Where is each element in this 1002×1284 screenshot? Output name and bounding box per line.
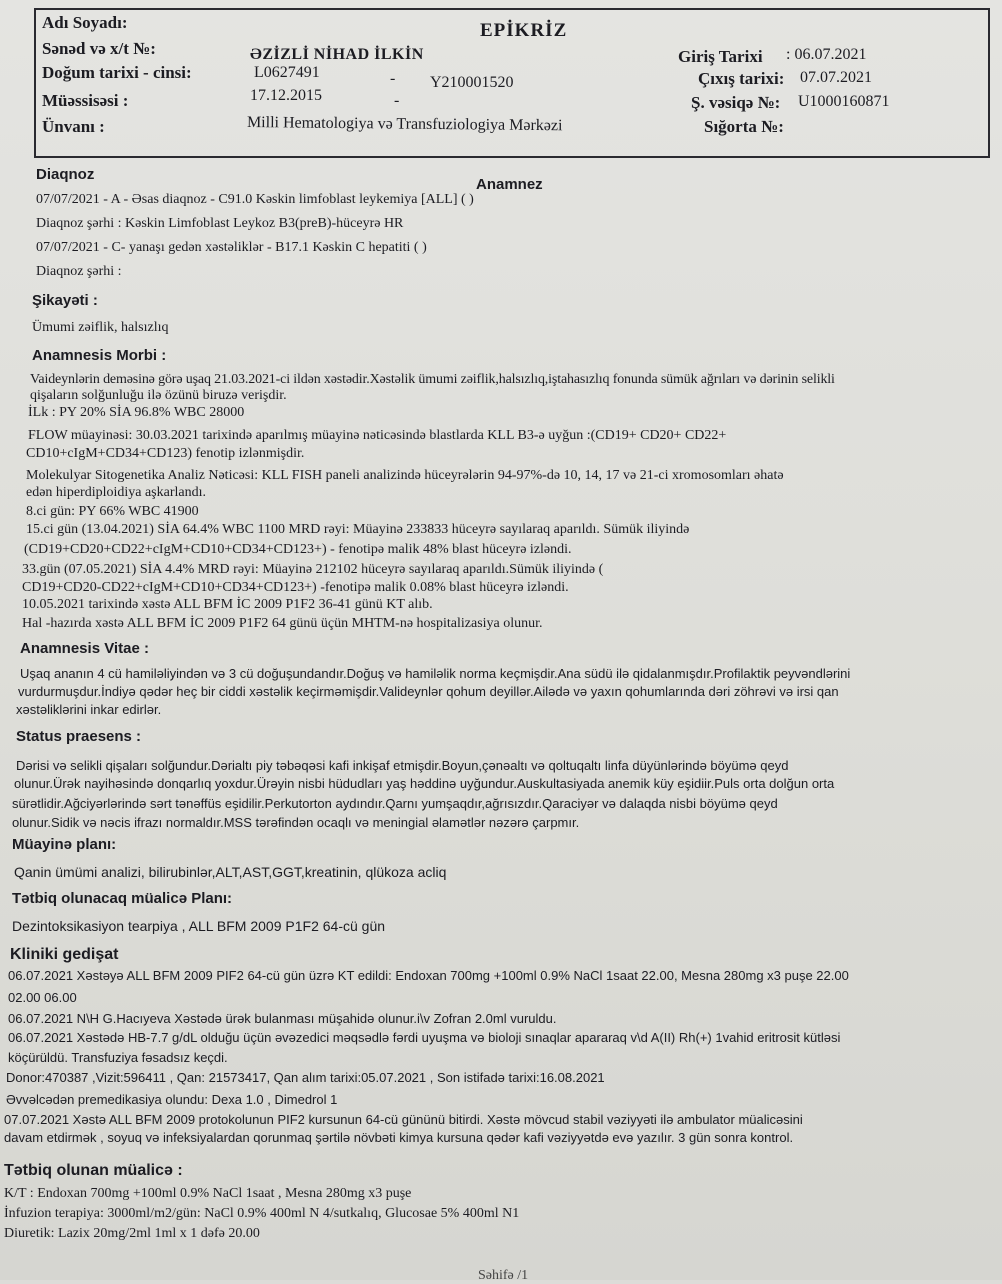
course-line: 06.07.2021 Xəstəyə ALL BFM 2009 PIF2 64-cü gün üzrə KT edildi: Endoxan 700mg +100ml 0.9% NaCl 1saat 22.00, Mesna 280mg x3 puşe 22.00	[8, 968, 849, 983]
diagnosis-heading: Diaqnoz	[36, 166, 95, 183]
exit-date-label: Çıxış tarixi:	[698, 69, 785, 88]
morbi-line: Vaideynlərin deməsinə görə uşaq 21.03.2021-ci ildən xəstədir.Xəstəlik ümumi zəiflik,halsızlıq,iştahasızlıq fonunda sümük ağrıları və dərinin selikli	[30, 372, 835, 387]
birth-label: Doğum tarixi - cinsi:	[42, 63, 192, 82]
birth-date: 17.12.2015	[250, 87, 322, 104]
certificate-label: Ş. vəsiqə №:	[691, 93, 781, 112]
patient-name: ƏZİZLİ NİHAD İLKİN	[250, 46, 424, 63]
morbi-line: qişaların solğunluğu ilə özünü biruzə verişdir.	[30, 388, 287, 403]
exit-date: 07.07.2021	[800, 69, 872, 86]
course-line: 02.00 06.00	[8, 990, 77, 1005]
anamnesis-heading: Anamnez	[476, 176, 543, 193]
morbi-line: 8.ci gün: PY 66% WBC 41900	[26, 504, 199, 519]
page-number: Səhifə /1	[478, 1268, 529, 1283]
institution-name: Milli Hematologiya və Transfuziologiya Mərkəzi	[246, 114, 563, 135]
morbi-line: Hal -hazırda xəstə ALL BFM İC 2009 P1F2 64 günü üçün MHTM-nə hospitalizasiya olunur.	[22, 616, 543, 631]
morbi-line: İLk : PY 20% SİA 96.8% WBC 28000	[28, 405, 245, 420]
case-number: Y210001520	[430, 74, 514, 91]
document-dash: -	[390, 70, 396, 87]
treatment-plan-heading: Tətbiq olunacaq müalicə Planı:	[12, 890, 233, 907]
morbi-line: 15.ci gün (13.04.2021) SİA 64.4% WBC 1100 MRD rəyi: Müayinə 233833 hüceyrə sayılaraq aparıldı. Sümük iliyində	[26, 522, 690, 537]
insurance-label: Sığorta №:	[704, 117, 784, 136]
course-line: 06.07.2021 N\H G.Hacıyeva Xəstədə ürək bulanması müşahidə olunur.i\v Zofran 2.0ml vuruldu.	[8, 1011, 557, 1026]
treatment-plan-text: Dezintoksikasiyon tearpiya , ALL BFM 2009 P1F2 64-cü gün	[12, 918, 386, 934]
entry-date: : 06.07.2021	[786, 46, 867, 63]
vitae-line: Uşaq ananın 4 cü hamiləliyindən və 3 cü doğuşundandır.Doğuş və hamiləlik norma keçmişdir.Ana südü ilə qidalanmışdır.Profilaktik peyvəndlərini	[20, 666, 851, 681]
document-title: EPİKRİZ	[480, 20, 568, 41]
applied-line: K/T : Endoxan 700mg +100ml 0.9% NaCl 1saat , Mesna 280mg x3 puşe	[4, 1186, 412, 1201]
vitae-heading: Anamnesis Vitae :	[20, 640, 149, 657]
exam-plan-heading: Müayinə planı:	[12, 836, 117, 853]
morbi-line: FLOW müayinəsi: 30.03.2021 tarixində aparılmış müayinə nəticəsində blastlarda KLL B3-ə uyğun :(CD19+ CD20+ CD22+	[28, 428, 727, 443]
morbi-line: edən hiperdiploidiya aşkarlandı.	[26, 485, 206, 500]
status-line: Dərisi və selikli qişaları solğundur.Dərialtı piy təbəqəsi kafi inkişaf etmişdir.Boyun,çənəaltı və qoltuqaltı linfa düyünlərində böyümə qeyd	[16, 758, 789, 773]
name-label: Adı Soyadı:	[42, 13, 128, 32]
course-line: 06.07.2021 Xəstədə HB-7.7 g/dL olduğu üçün əvəzedici məqsədlə fərdi uyuşma və bioloji sınaqlar apararaq v\d A(II) Rh(+) 1vahid eritrosit kütləsi	[8, 1030, 841, 1045]
applied-treatment-heading: Tətbiq olunan müalicə :	[4, 1162, 183, 1179]
entry-date-label: Giriş Tarixi	[678, 47, 763, 66]
status-line: olunur.Ürək nayihəsində donqarlıq yoxdur.Ürəyin nisbi hüdudları yaş həddinə uyğundur.Auskultasiyada anemik küy eşidiir.Puls orta dolğun orta	[14, 776, 835, 791]
institution-label: Müəssisəsi :	[42, 91, 129, 110]
address-label: Ünvanı :	[42, 117, 105, 136]
morbi-line: CD10+cIgM+CD34+CD123) fenotip izlənmişdir.	[26, 446, 305, 461]
diagnosis-line-2: Diaqnoz şərhi : Kəskin Limfoblast Leykoz B3(preB)-hüceyrə HR	[36, 216, 404, 231]
complaint-heading: Şikayəti :	[32, 292, 98, 309]
document-number-label: Sənəd və x/t №:	[42, 39, 156, 58]
course-line: Əvvəlcədən premedikasiya olundu: Dexa 1.0 , Dimedrol 1	[6, 1092, 338, 1107]
status-line: olunur.Sidik və nəcis ifrazı normaldır.MSS tərəfindən ocaqlı və meningial əlamətlər nəzərə çarpmır.	[12, 815, 580, 830]
course-line: Donor:470387 ,Vizit:596411 , Qan: 21573417, Qan alım tarixi:05.07.2021 , Son istifadə tarixi:16.08.2021	[6, 1070, 605, 1085]
birth-dash: -	[394, 92, 400, 109]
morbi-line: CD19+CD20-CD22+cIgM+CD10+CD34+CD123+) -fenotipə malik 0.08% blast hüceyrə izləndi.	[22, 580, 569, 595]
certificate-number: U1000160871	[798, 93, 890, 110]
status-heading: Status praesens :	[16, 728, 142, 745]
diagnosis-line-3: 07/07/2021 - C- yanaşı gedən xəstəliklər - B17.1 Kəskin C hepatiti ( )	[36, 240, 427, 255]
vitae-line: vurdurmuşdur.İndiyə qədər heç bir ciddi xəstəlik keçirməmişdir.Valideynlər qohum deyillər.Ailədə və yaxın qohumlarında dəri zöhrəvi və irsi qan	[18, 684, 839, 699]
course-line: köçürüldü. Transfuziya fəsadsız keçdi.	[8, 1050, 228, 1065]
diagnosis-line-4: Diaqnoz şərhi :	[36, 264, 122, 279]
applied-line: Diuretik: Lazix 20mg/2ml 1ml x 1 dəfə 20.00	[4, 1226, 260, 1241]
diagnosis-line-1: 07/07/2021 - A - Əsas diaqnoz - C91.0 Kəskin limfoblast leykemiya [ALL] ( )	[36, 192, 474, 207]
complaint-text: Ümumi zəiflik, halsızlıq	[32, 320, 169, 335]
exam-plan-text: Qanin ümümi analizi, bilirubinlər,ALT,AST,GGT,kreatinin, qlükoza acliq	[14, 864, 447, 880]
morbi-heading: Anamnesis Morbi :	[32, 347, 167, 364]
morbi-line: 10.05.2021 tarixində xəstə ALL BFM İC 2009 P1F2 36-41 günü KT alıb.	[22, 597, 433, 612]
morbi-line: Molekulyar Sitogenetika Analiz Nəticəsi: KLL FISH paneli analizində hüceyrələrin 94-97%-də 10, 14, 17 və 21-ci xromosomları əhatə	[26, 468, 784, 483]
morbi-line: (CD19+CD20+CD22+cIgM+CD10+CD34+CD123+) - fenotipə malik 48% blast hüceyrə izləndi.	[24, 542, 572, 557]
document-number: L0627491	[254, 64, 320, 81]
course-line: davam etdirmək , soyuq və infeksiyalardan qorunmaq şərtilə növbəti kimya kursuna qədər kafi vəziyyətdə evə yazılır. 3 gün sonra kontrol.	[4, 1130, 794, 1145]
clinical-course-heading: Kliniki gedişat	[10, 946, 119, 963]
status-line: sürətlidir.Ağciyərlərində sərt tənəffüs eşidilir.Perkutorton aydındır.Qarnı yumşaqdır,ağrısızdır.Qaraciyər və dalaqda nisbi böyümə qeyd	[12, 796, 778, 811]
vitae-line: xəstəliklərini inkar edirlər.	[16, 702, 162, 717]
course-line: 07.07.2021 Xəstə ALL BFM 2009 protokolunun PIF2 kursunun 64-cü gününü bitirdi. Xəstə mövcud stabil vəziyyəti ilə ambulator müalicəsini	[4, 1112, 803, 1127]
morbi-line: 33.gün (07.05.2021) SİA 4.4% MRD rəyi: Müayinə 212102 hüceyrə sayılaraq aparıldı.Sümük iliyində (	[22, 562, 604, 577]
applied-line: İnfuzion terapiya: 3000ml/m2/gün: NaCl 0.9% 400ml N 4/sutkalıq, Glucosae 5% 400ml N1	[4, 1206, 520, 1221]
